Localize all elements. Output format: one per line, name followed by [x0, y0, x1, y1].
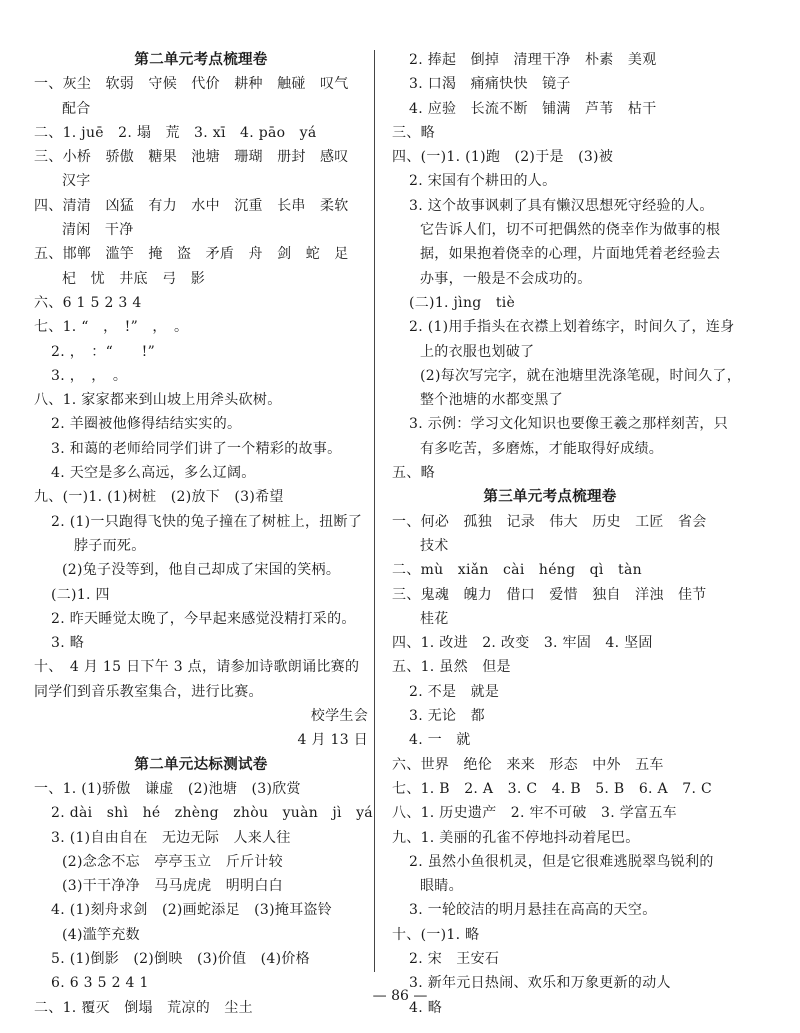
- answer-line: 3. 一轮皎洁的明月悬挂在高高的天空。: [409, 902, 657, 919]
- answer-line: 四、1. 改进 2. 改变 3. 牢固 4. 坚固: [392, 635, 653, 652]
- answer-line: 2. 捧起 倒掉 清理干净 朴素 美观: [409, 52, 657, 68]
- page-number: — 86 —: [372, 988, 428, 1004]
- answer-line: (4)滥竽充数: [62, 926, 140, 943]
- answer-line: 据，如果抱着侥幸的心理，片面地凭着老经验去: [420, 246, 721, 263]
- column-divider: [374, 50, 375, 972]
- answer-line: 3. 示例：学习文化知识也要像王羲之那样刻苦，只: [409, 416, 729, 433]
- answer-line: (二)1. jìng tiè: [409, 294, 516, 311]
- answer-line: 3. 和蔼的老师给同学们讲了一个精彩的故事。: [51, 440, 342, 457]
- answer-line: 4 月 13 日: [297, 732, 368, 749]
- answer-line: 五、1. 虽然 但是: [392, 659, 511, 676]
- answer-line: 3. ， ， 。: [51, 367, 128, 384]
- answer-line: (2)念念不忘 亭亭玉立 斤斤计较: [62, 853, 283, 870]
- answer-line: 同学们到音乐教室集合，进行比赛。: [34, 683, 263, 700]
- answer-line: 九、1. 美丽的孔雀不停地抖动着尾巴。: [392, 829, 640, 846]
- answer-line: 六、6 1 5 2 3 4: [34, 294, 142, 311]
- answer-line: 3. 这个故事讽刺了具有懒汉思想死守经验的人。: [409, 197, 714, 214]
- answer-line: 七、1. B 2. A 3. C 4. B 5. B 6. A 7. C: [392, 780, 712, 797]
- answer-line: 5. (1)倒影 (2)倒映 (3)价值 (4)价格: [51, 950, 310, 967]
- answer-line: 脖子而死。: [74, 537, 146, 554]
- answer-line: 2. (1)用手指头在衣襟上划着练字，时间久了，连身: [409, 319, 735, 336]
- answer-line: 一、1. (1)骄傲 谦虚 (2)池塘 (3)欣赏: [34, 780, 301, 797]
- left-column: [34, 48, 373, 1020]
- right-column: [392, 48, 742, 1020]
- answer-line: 二、1. juē 2. 塌 荒 3. xī 4. pāo yá: [34, 124, 317, 141]
- answer-line: 2. 不是 就是: [409, 683, 500, 700]
- answer-line: 九、(一)1. (1)树桩 (2)放下 (3)希望: [34, 489, 284, 506]
- answer-line: (二)1. 四: [51, 586, 110, 603]
- answer-line: 3. (1)自由自在 无边无际 人来人往: [51, 829, 291, 846]
- answer-line: 2. (1)一只跑得飞快的兔子撞在了树桩上，扭断了: [51, 513, 363, 530]
- answer-line: 办事，一般是不会成功的。: [420, 270, 592, 287]
- answer-line: 2. 宋国有个耕田的人。: [409, 173, 557, 190]
- answer-line: 2. dài shì hé zhèng zhòu yuàn jì yá: [51, 805, 373, 822]
- answer-line: 2. 宋 王安石: [409, 950, 500, 967]
- answer-line: 四、清清 凶猛 有力 水中 沉重 长串 柔软: [34, 197, 349, 214]
- answer-line: 3. 口渴 痛痛快快 镜子: [409, 76, 571, 93]
- answer-line: (2)每次写完字，就在池塘里洗涤笔砚，时间久了，: [420, 367, 742, 384]
- answer-line: 四、(一)1. (1)跑 (2)于是 (3)被: [392, 149, 614, 166]
- answer-line: 汉字: [62, 173, 91, 190]
- answer-line: (3)干干净净 马马虎虎 明明白白: [62, 878, 283, 895]
- answer-line: 有多吃苦，多磨炼，才能取得好成绩。: [420, 440, 664, 457]
- answer-line: 五、邯郸 滥竽 掩 盗 矛盾 舟 剑 蛇 足: [34, 246, 349, 263]
- answer-line: 八、1. 家家都来到山坡上用斧头砍树。: [34, 392, 282, 409]
- answer-line: 二、1. 覆灭 倒塌 荒凉的 尘土: [34, 999, 253, 1016]
- section-title: 第三单元考点梳理卷: [483, 488, 617, 506]
- answer-line: 3. 略: [51, 635, 85, 652]
- answer-line: 3. 新年元日热闹、欢乐和万象更新的动人: [409, 975, 671, 992]
- answer-line: 整个池塘的水都变黑了: [420, 392, 563, 409]
- answer-line: 六、世界 绝伦 来来 形态 中外 五车: [392, 756, 664, 773]
- answer-line: 上的衣服也划破了: [420, 343, 535, 360]
- answer-line: 五、略: [392, 465, 435, 482]
- answer-line: 桂花: [420, 610, 449, 627]
- answer-line: 三、鬼魂 魄力 借口 爱惜 独自 洋浊 佳节: [392, 586, 707, 603]
- answer-line: 4. 略: [409, 999, 443, 1016]
- answer-line: 眼睛。: [420, 878, 463, 895]
- answer-line: 七、1. “ ， !” ， 。: [34, 319, 189, 336]
- section-title: 第二单元考点梳理卷: [134, 51, 268, 68]
- answer-line: 一、灰尘 软弱 守候 代价 耕种 触碰 叹气: [34, 76, 349, 93]
- answer-line: 技术: [420, 537, 449, 554]
- answer-line: 配合: [62, 100, 91, 117]
- answer-line: 十、(一)1. 略: [392, 926, 480, 943]
- answer-line: 4. 应验 长流不断 铺满 芦苇 枯干: [409, 100, 657, 117]
- answer-line: 4. (1)刻舟求剑 (2)画蛇添足 (3)掩耳盗铃: [51, 902, 333, 919]
- answer-line: (2)兔子没等到，他自己却成了宋国的笑柄。: [62, 562, 341, 579]
- answer-line: 2. 羊圈被他修得结结实实的。: [51, 416, 242, 433]
- answer-line: 二、mù xiǎn cài héng qì tàn: [392, 562, 642, 579]
- answer-line: 一、何必 孤独 记录 伟大 历史 工匠 省会: [392, 513, 707, 530]
- answer-line: 十、 4 月 15 日下午 3 点，请参加诗歌朗诵比赛的: [34, 659, 360, 676]
- answer-line: 校学生会: [310, 708, 368, 725]
- answer-line: 八、1. 历史遗产 2. 牢不可破 3. 学富五车: [392, 805, 677, 822]
- answer-line: 2. 昨天睡觉太晚了，今早起来感觉没精打采的。: [51, 610, 356, 627]
- answer-line: 3. 无论 都: [409, 708, 485, 725]
- answer-line: 清闲 干净: [62, 222, 134, 239]
- answer-line: 它告诉人们，切不可把偶然的侥幸作为做事的根: [420, 222, 721, 239]
- answer-line: 三、小桥 骄傲 糖果 池塘 珊瑚 册封 感叹: [34, 149, 349, 166]
- answer-line: 杞 忧 井底 弓 影: [62, 270, 205, 287]
- answer-line: 2. 虽然小鱼很机灵，但是它很难逃脱翠鸟锐利的: [409, 853, 714, 870]
- answer-line: 4. 一 就: [409, 732, 471, 749]
- answer-line: 2. ， ：“ !”: [51, 343, 156, 360]
- answer-line: 三、略: [392, 124, 435, 141]
- answer-line: 4. 天空是多么高远，多么辽阔。: [51, 465, 256, 482]
- section-title: 第二单元达标测试卷: [134, 755, 268, 773]
- answer-line: 6. 6 3 5 2 4 1: [51, 975, 149, 992]
